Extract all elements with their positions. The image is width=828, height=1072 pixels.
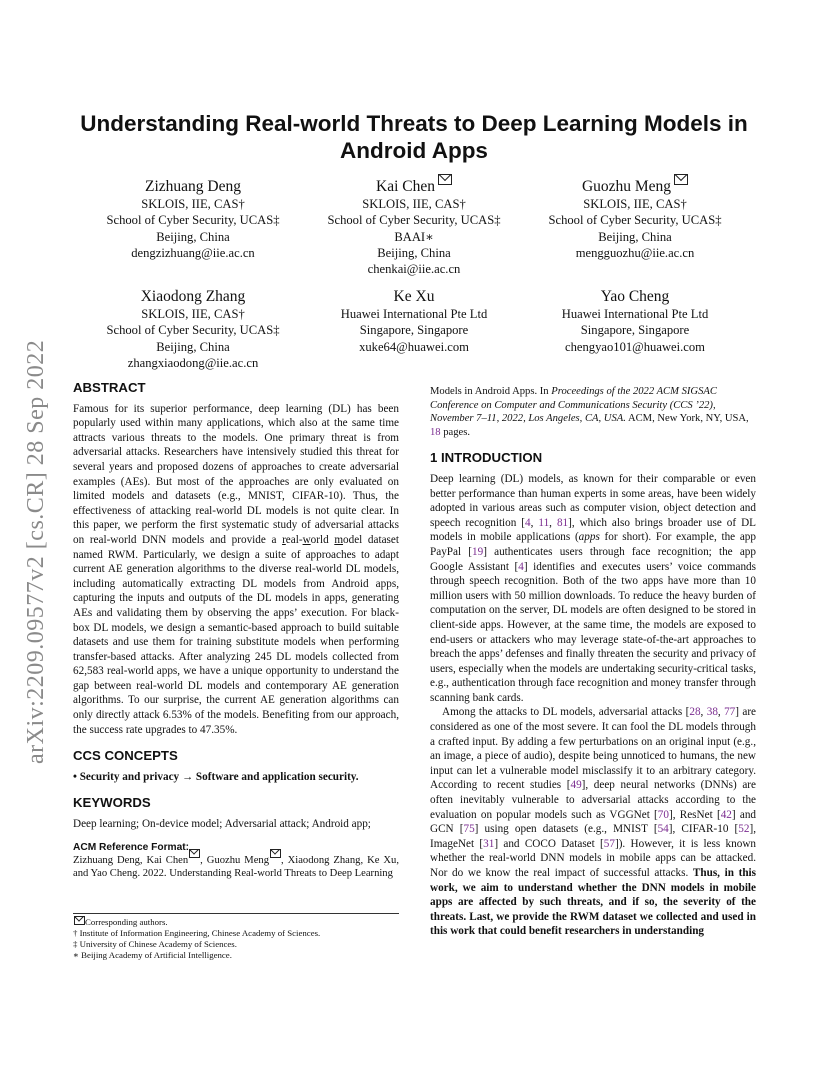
footnote: † Institute of Information Engineering, Chinese Academy of Sciences. xyxy=(73,928,321,938)
envelope-icon xyxy=(270,849,281,858)
page-count-link[interactable]: 18 xyxy=(430,426,441,438)
author-block xyxy=(515,287,755,355)
author-location: Beijing, China xyxy=(156,339,230,354)
citation-link[interactable]: 70 xyxy=(657,808,669,821)
arxiv-sidebar xyxy=(22,288,52,764)
paper-title xyxy=(70,110,758,164)
citation-link[interactable]: 75 xyxy=(463,823,475,836)
author-name: Xiaodong Zhang xyxy=(140,288,246,305)
author-name: Zizhuang Deng xyxy=(145,178,241,195)
author-affiliation: School of Cyber Security, UCAS‡ xyxy=(327,213,501,228)
introduction-heading: 1 INTRODUCTION xyxy=(430,450,543,466)
citation-link[interactable]: 28 xyxy=(689,706,701,719)
footnote-corresponding: Corresponding authors. xyxy=(73,916,403,928)
author-name-row xyxy=(294,177,534,196)
acm-reference-continued: Models in Android Apps. In Proceedings of the 2022 ACM SIGSAC Conference on Computer and Communications Security (CCS ’22), November 7–11, 2022, Los Angeles, CA, USA. ACM, New York, NY, USA, 18 pages. xyxy=(430,386,749,438)
author-location: Beijing, China xyxy=(377,245,451,260)
title-line-1: Understanding Real-world Threats to Deep Learning Models in xyxy=(80,111,748,136)
citation-link[interactable]: 4 xyxy=(525,516,531,529)
citation-link[interactable]: 57 xyxy=(603,837,615,850)
footnote: ‡ University of Chinese Academy of Sciences. xyxy=(73,939,237,949)
author-location: Singapore, Singapore xyxy=(359,323,469,338)
left-column xyxy=(73,381,399,881)
author-name: Guozhu Meng xyxy=(581,178,672,195)
author-affiliation: SKLOIS, IIE, CAS† xyxy=(141,307,245,321)
citation-link[interactable]: 81 xyxy=(556,516,569,529)
author-affiliation: Huawei International Pte Ltd xyxy=(561,307,709,321)
intro-paragraph-1: Deep learning (DL) models, as known for their comparable or even better performance than human experts in some areas, have been widely adopted in various areas such as computer vision, object detection and speech recognition [4, 11, 81], which also brings broader use of DL models in mobile applications (apps for short). For example, the app PayPal [19] authenticates users through face recognition; the app Google Assistant [4] identifies and executes users’ voice commands through speech recognition. Both of the two apps have more than 10 million users with 50 million downloads. To reduce the heavy burden of computation on the server, DL models are often designed to be stored in client-side apps. However, at the same time, the models are exposed to end-users or attackers who may leverage state-of-the-art approaches to breach the apps’ defenses and finally threaten the security and privacy of users, especially when the models are undertaking security-critical tasks, e.g., authentication through face recognition and money transfer through scanning bank cards. xyxy=(430,472,756,704)
author-affiliation: SKLOIS, IIE, CAS† xyxy=(362,197,466,211)
citation-link[interactable]: 77 xyxy=(724,706,736,719)
author-name: Ke Xu xyxy=(393,288,435,305)
author-affiliation: SKLOIS, IIE, CAS† xyxy=(583,197,687,211)
envelope-icon xyxy=(74,916,85,925)
footnote-rule xyxy=(73,913,399,914)
envelope-icon xyxy=(189,849,200,858)
citation-link[interactable]: 52 xyxy=(738,823,750,836)
author-email[interactable]: dengzizhuang@iie.ac.cn xyxy=(131,245,255,260)
author-affiliation: BAAI∗ xyxy=(394,229,434,244)
envelope-icon xyxy=(674,174,688,185)
author-email[interactable]: chengyao101@huawei.com xyxy=(565,339,705,354)
arxiv-identifier: arXiv:2209.09577v2 [cs.CR] 28 Sep 2022 xyxy=(23,339,49,764)
citation-link[interactable]: 54 xyxy=(657,823,669,836)
author-block xyxy=(294,287,534,355)
abstract-heading: ABSTRACT xyxy=(73,380,146,395)
author-affiliation: School of Cyber Security, UCAS‡ xyxy=(106,213,280,228)
author-email[interactable]: zhangxiaodong@iie.ac.cn xyxy=(127,355,259,370)
keywords-heading: KEYWORDS xyxy=(73,795,151,811)
citation-link[interactable]: 42 xyxy=(720,808,732,821)
author-affiliation: SKLOIS, IIE, CAS† xyxy=(141,197,245,211)
acm-reference-heading: ACM Reference Format: xyxy=(73,841,190,853)
citation-link[interactable]: 49 xyxy=(570,779,582,792)
title-line-2: Android Apps xyxy=(340,138,488,163)
author-block xyxy=(73,177,313,261)
citation-link[interactable]: 19 xyxy=(472,545,484,558)
abstract-text: Famous for its superior performance, deep learning (DL) has been popularly used within many applications, which also at the same time attracts various threats to the models. One primary threat is from adversarial attacks. Researchers have intensively studied this threat for several years and proposed dozens of approaches to create adversarial examples (AEs). But most of the approaches are only evaluated on limited models and datasets (e.g., MNIST, CIFAR-10). Thus, the effectiveness of attacking real-world DL models is not quite clear. In this paper, we perform the first systematic study of adversarial attacks on real-world DNN models and provide a real-world model dataset named RWM. Particularly, we design a suite of approaches to adapt current AE generation algorithms to the diverse real-world DL models, including automatically extracting DL models from Android apps, capturing the inputs and outputs of the DL models in apps, generating AEs and validating them by observing the apps’ execution. For black-box DL models, we design a semantic-based approach to build suitable datasets and use them for training substitute models when performing transfer-based attacks. After analyzing 245 DL models collected from 62,583 real-world apps, we have a unique opportunity to understand the gap between real-world DL models and contemporary AE generation algorithms. To our surprise, the current AE generation algorithms can only directly attack 6.53% of the models. Benefiting from our approach, the success rate upgrades to 47.35%. xyxy=(73,402,399,736)
envelope-icon xyxy=(438,174,452,185)
footnote: ∗ Beijing Academy of Artificial Intelligence. xyxy=(73,950,232,960)
author-block xyxy=(73,287,313,371)
author-email[interactable]: chenkai@iie.ac.cn xyxy=(367,262,461,277)
citation-link[interactable]: 38 xyxy=(706,706,718,719)
footnotes xyxy=(73,916,403,961)
right-column xyxy=(430,385,756,939)
keywords-text: Deep learning; On-device model; Adversarial attack; Android app; xyxy=(73,818,371,831)
author-affiliation: School of Cyber Security, UCAS‡ xyxy=(106,323,280,338)
intro-paragraph-2: Among the attacks to DL models, adversarial attacks [28, 38, 77] are considered as one of the most severe. It can fool the DL models through a crafted input. By adding a few perturbations on an original input (e.g., an image, a piece of audio), despite being unnoticed to humans, the new input can let a vulnerable model misclassify it to an arbitrary category. According to recent studies [49], deep neural networks (DNNs) are often inevitably vulnerable to adversarial attacks according to the evaluation on popular models such as VGGNet [70], ResNet [42] and GCN [75] using open datasets (e.g., MNIST [54], CIFAR-10 [52], ImageNet [31] and COCO Dataset [57]). However, it is less known whether the real-world DNN models in mobile apps can be attacked. Nor do we know the real impact of successful attacks. Thus, in this work, we aim to understand whether the DNN models in mobile apps are affected by such threats, and if so, the severity of the threats. Last, we provide the RWM dataset we collected and used in this work that could benefit researchers in understanding xyxy=(430,706,757,938)
author-location: Beijing, China xyxy=(156,229,230,244)
citation-link[interactable]: 4 xyxy=(518,560,524,573)
author-email[interactable]: mengguozhu@iie.ac.cn xyxy=(575,245,695,260)
author-block xyxy=(294,177,534,277)
author-location: Beijing, China xyxy=(598,229,672,244)
ccs-heading: CCS CONCEPTS xyxy=(73,748,178,764)
author-name-row xyxy=(515,177,755,196)
ccs-text: • Security and privacy → Software and application security. xyxy=(73,770,359,783)
author-location: Singapore, Singapore xyxy=(580,323,690,338)
author-affiliation: School of Cyber Security, UCAS‡ xyxy=(548,213,722,228)
citation-link[interactable]: 11 xyxy=(538,516,550,529)
author-email[interactable]: xuke64@huawei.com xyxy=(359,339,469,354)
author-block xyxy=(515,177,755,261)
acm-reference-text: Zizhuang Deng, Kai Chen , Guozhu Meng , Xiaodong Zhang, Ke Xu, and Yao Cheng. 2022. Understanding Real-world Threats to Deep Learning xyxy=(73,854,399,881)
author-name: Yao Cheng xyxy=(600,288,670,305)
author-name: Kai Chen xyxy=(376,178,435,195)
author-affiliation: Huawei International Pte Ltd xyxy=(340,307,488,321)
intro-emphasis: Thus, in this work, we aim to understand whether the DNN models in mobile apps are affected by such threats, and if so, the severity of the threats. Last, we provide the RWM dataset we collected and used in this work that could benefit researchers in understanding xyxy=(430,867,756,938)
citation-link[interactable]: 31 xyxy=(483,837,495,850)
